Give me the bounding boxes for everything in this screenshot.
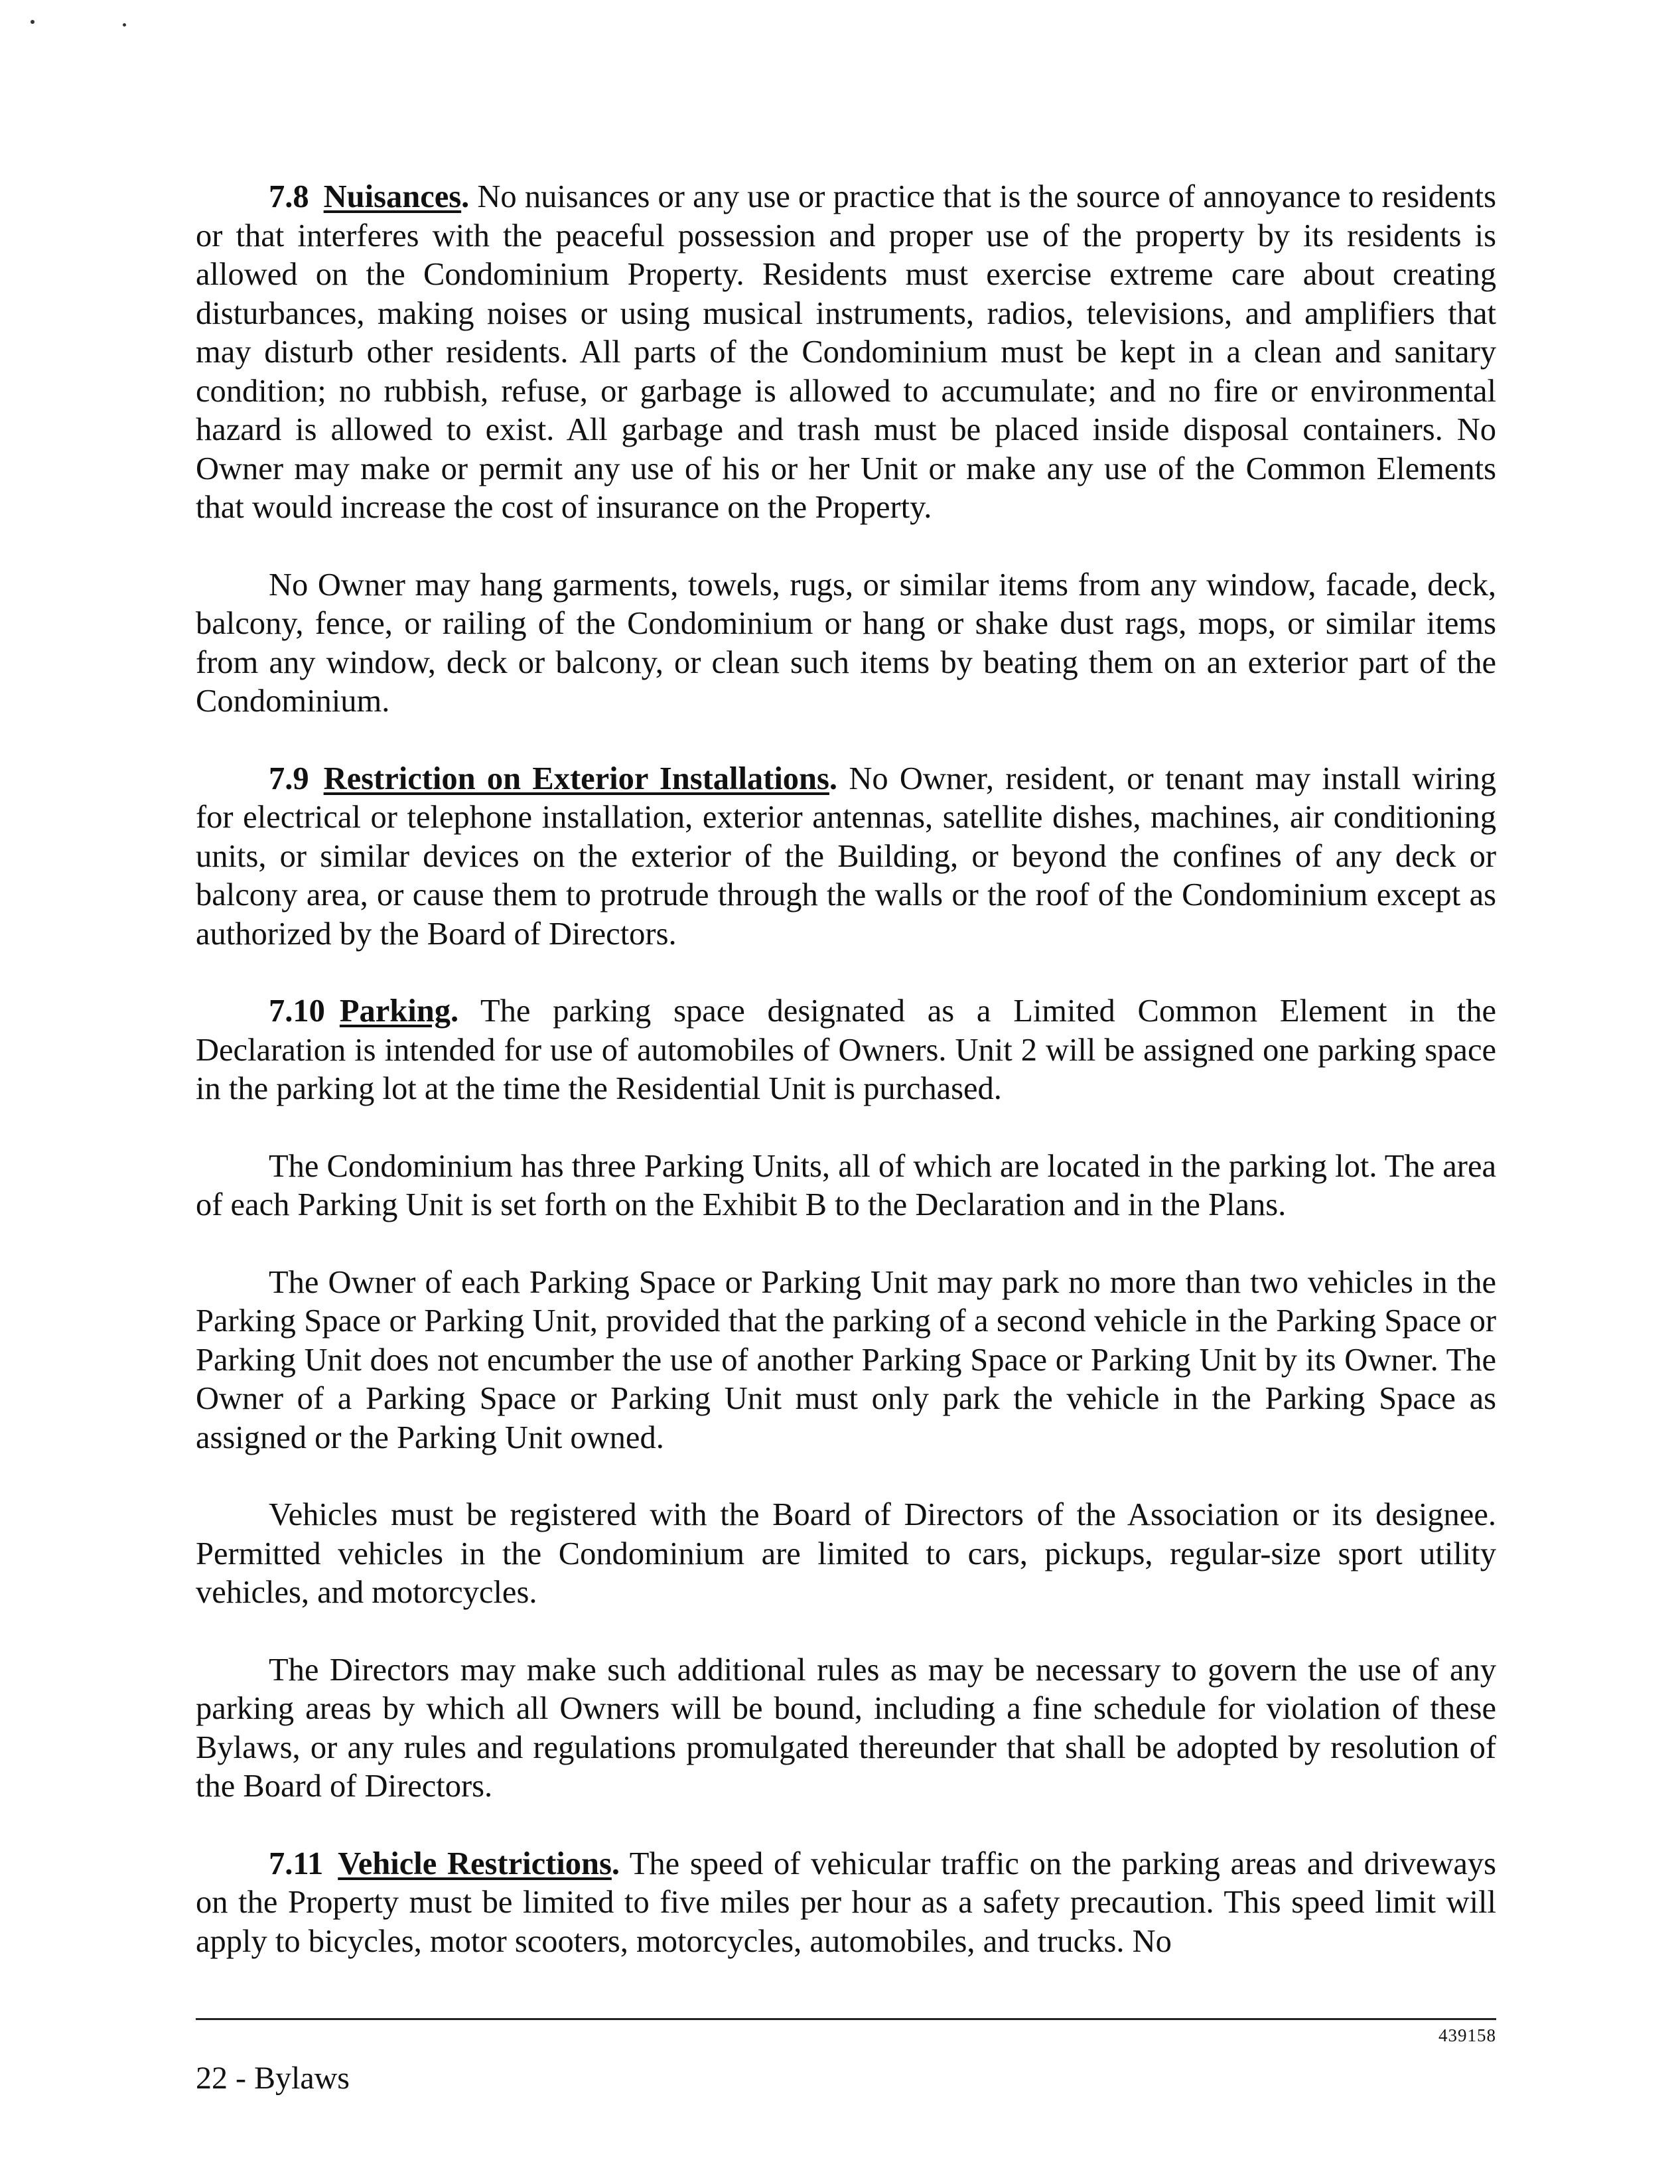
footer-divider: [196, 2018, 1496, 2020]
section-text: The parking space designated as a Limited Common Element in the Declaration is intended for use of automobiles of Owners. Unit 2 will be assigned one parking space in the parking lot at the time the Residential Unit is purchased.: [196, 993, 1496, 1106]
section-number: 7.9: [269, 761, 309, 796]
section-number: 7.8: [269, 179, 309, 214]
paragraph: The Condominium has three Parking Units, all of which are located in the parking lot. The area of each Parking Unit is set forth on the Exhibit B to the Declaration and in the Plans.: [196, 1148, 1496, 1222]
section-text: The speed of vehicular traffic on the parking areas and driveways on the Property must be limited to five miles per hour as a safety precaution. This speed limit will apply to bicycles, motor scooters, motorcycles, automobiles, and trucks. No: [196, 1846, 1497, 1959]
section-number: 7.11: [269, 1846, 324, 1881]
section-7-9: 7.9 Restriction on Exterior Installations. No Owner, resident, or tenant may install wiring for electrical or telephone installation, exterior antennas, satellite dishes, machines, air conditioning units, or similar devices on the exterior of the Building, or beyond the confines of any deck or balcony area, or cause them to protrude through the walls or the roof of the Condominium except as authorized by the Board of Directors.: [196, 761, 1497, 952]
section-number: 7.10: [269, 993, 325, 1029]
page-footer-label: 22 - Bylaws: [196, 2061, 350, 2096]
paragraph: No Owner may hang garments, towels, rugs, or similar items from any window, facade, deck, balcony, fence, or railing of the Condominium or hang or shake dust rags, mops, or similar items from any window, deck or balcony, or clean such items by beating them on an exterior part of the Condominium.: [196, 567, 1496, 719]
scan-speck: [31, 20, 35, 24]
section-title: Restriction on Exterior Installations: [323, 761, 829, 796]
document-number: 439158: [1438, 2025, 1496, 2045]
paragraph: Vehicles must be registered with the Board of Directors of the Association or its designee. Permitted vehicles in the Condominium are limited to cars, pickups, regular-size sport utility vehicles, and motorcycles.: [196, 1497, 1496, 1610]
section-text: No nuisances or any use or practice that is the source of annoyance to residents or that interferes with the peaceful possession and proper use of the property by its residents is allowed on the Condominium Property. Residents must exercise extreme care about creating disturbances, making noises or using musical instruments, radios, televisions, and amplifiers that may disturb other residents. All parts of the Condominium must be kept in a clean and sanitary condition; no rubbish, refuse, or garbage is allowed to accumulate; and no fire or environmental hazard is allowed to exist. All garbage and trash must be placed inside disposal containers. No Owner may make or permit any use of his or her Unit or make any use of the Common Elements that would increase the cost of insurance on the Property.: [196, 179, 1496, 525]
paragraph: The Owner of each Parking Space or Parking Unit may park no more than two vehicles in the Parking Space or Parking Unit, provided that the parking of a second vehicle in the Parking Space or Parking Unit does not encumber the use of another Parking Space or Parking Unit by its Owner. The Owner of a Parking Space or Parking Unit must only park the vehicle in the Parking Space as assigned or the Parking Unit owned.: [196, 1264, 1496, 1455]
section-title: Vehicle Restrictions: [338, 1846, 612, 1881]
section-7-8: 7.8 Nuisances. No nuisances or any use or practice that is the source of annoyance to residents or that interferes with the peaceful possession and proper use of the property by its residents is allowed on the Condominium Property. Residents must exercise extreme care about creating disturbances, making noises or using musical instruments, radios, televisions, and amplifiers that may disturb other residents. All parts of the Condominium must be kept in a clean and sanitary condition; no rubbish, refuse, or garbage is allowed to accumulate; and no fire or environmental hazard is allowed to exist. All garbage and trash must be placed inside disposal containers. No Owner may make or permit any use of his or her Unit or make any use of the Common Elements that would increase the cost of insurance on the Property.: [196, 179, 1496, 525]
section-7-11: 7.11 Vehicle Restrictions. The speed of vehicular traffic on the parking areas and driveways on the Property must be limited to five miles per hour as a safety precaution. This speed limit will apply to bicycles, motor scooters, motorcycles, automobiles, and trucks. No: [196, 1846, 1497, 1959]
body-text: [196, 178, 1496, 1961]
paragraph: The Directors may make such additional rules as may be necessary to govern the use of any parking areas by which all Owners will be bound, including a fine schedule for violation of these Bylaws, or any rules and regulations promulgated thereunder that shall be adopted by resolution of the Board of Directors.: [196, 1652, 1496, 1804]
section-title: Nuisances: [323, 179, 462, 214]
section-7-10: 7.10 Parking. The parking space designated as a Limited Common Element in the Declaration is intended for use of automobiles of Owners. Unit 2 will be assigned one parking space in the parking lot at the time the Residential Unit is purchased.: [196, 993, 1496, 1106]
section-text: No Owner, resident, or tenant may install wiring for electrical or telephone installation, exterior antennas, satellite dishes, machines, air conditioning units, or similar devices on the exterior of the Building, or beyond the confines of any deck or balcony area, or cause them to protrude through the walls or the roof of the Condominium except as authorized by the Board of Directors.: [196, 761, 1497, 952]
scan-speck: [123, 23, 126, 27]
section-title: Parking: [339, 993, 451, 1029]
